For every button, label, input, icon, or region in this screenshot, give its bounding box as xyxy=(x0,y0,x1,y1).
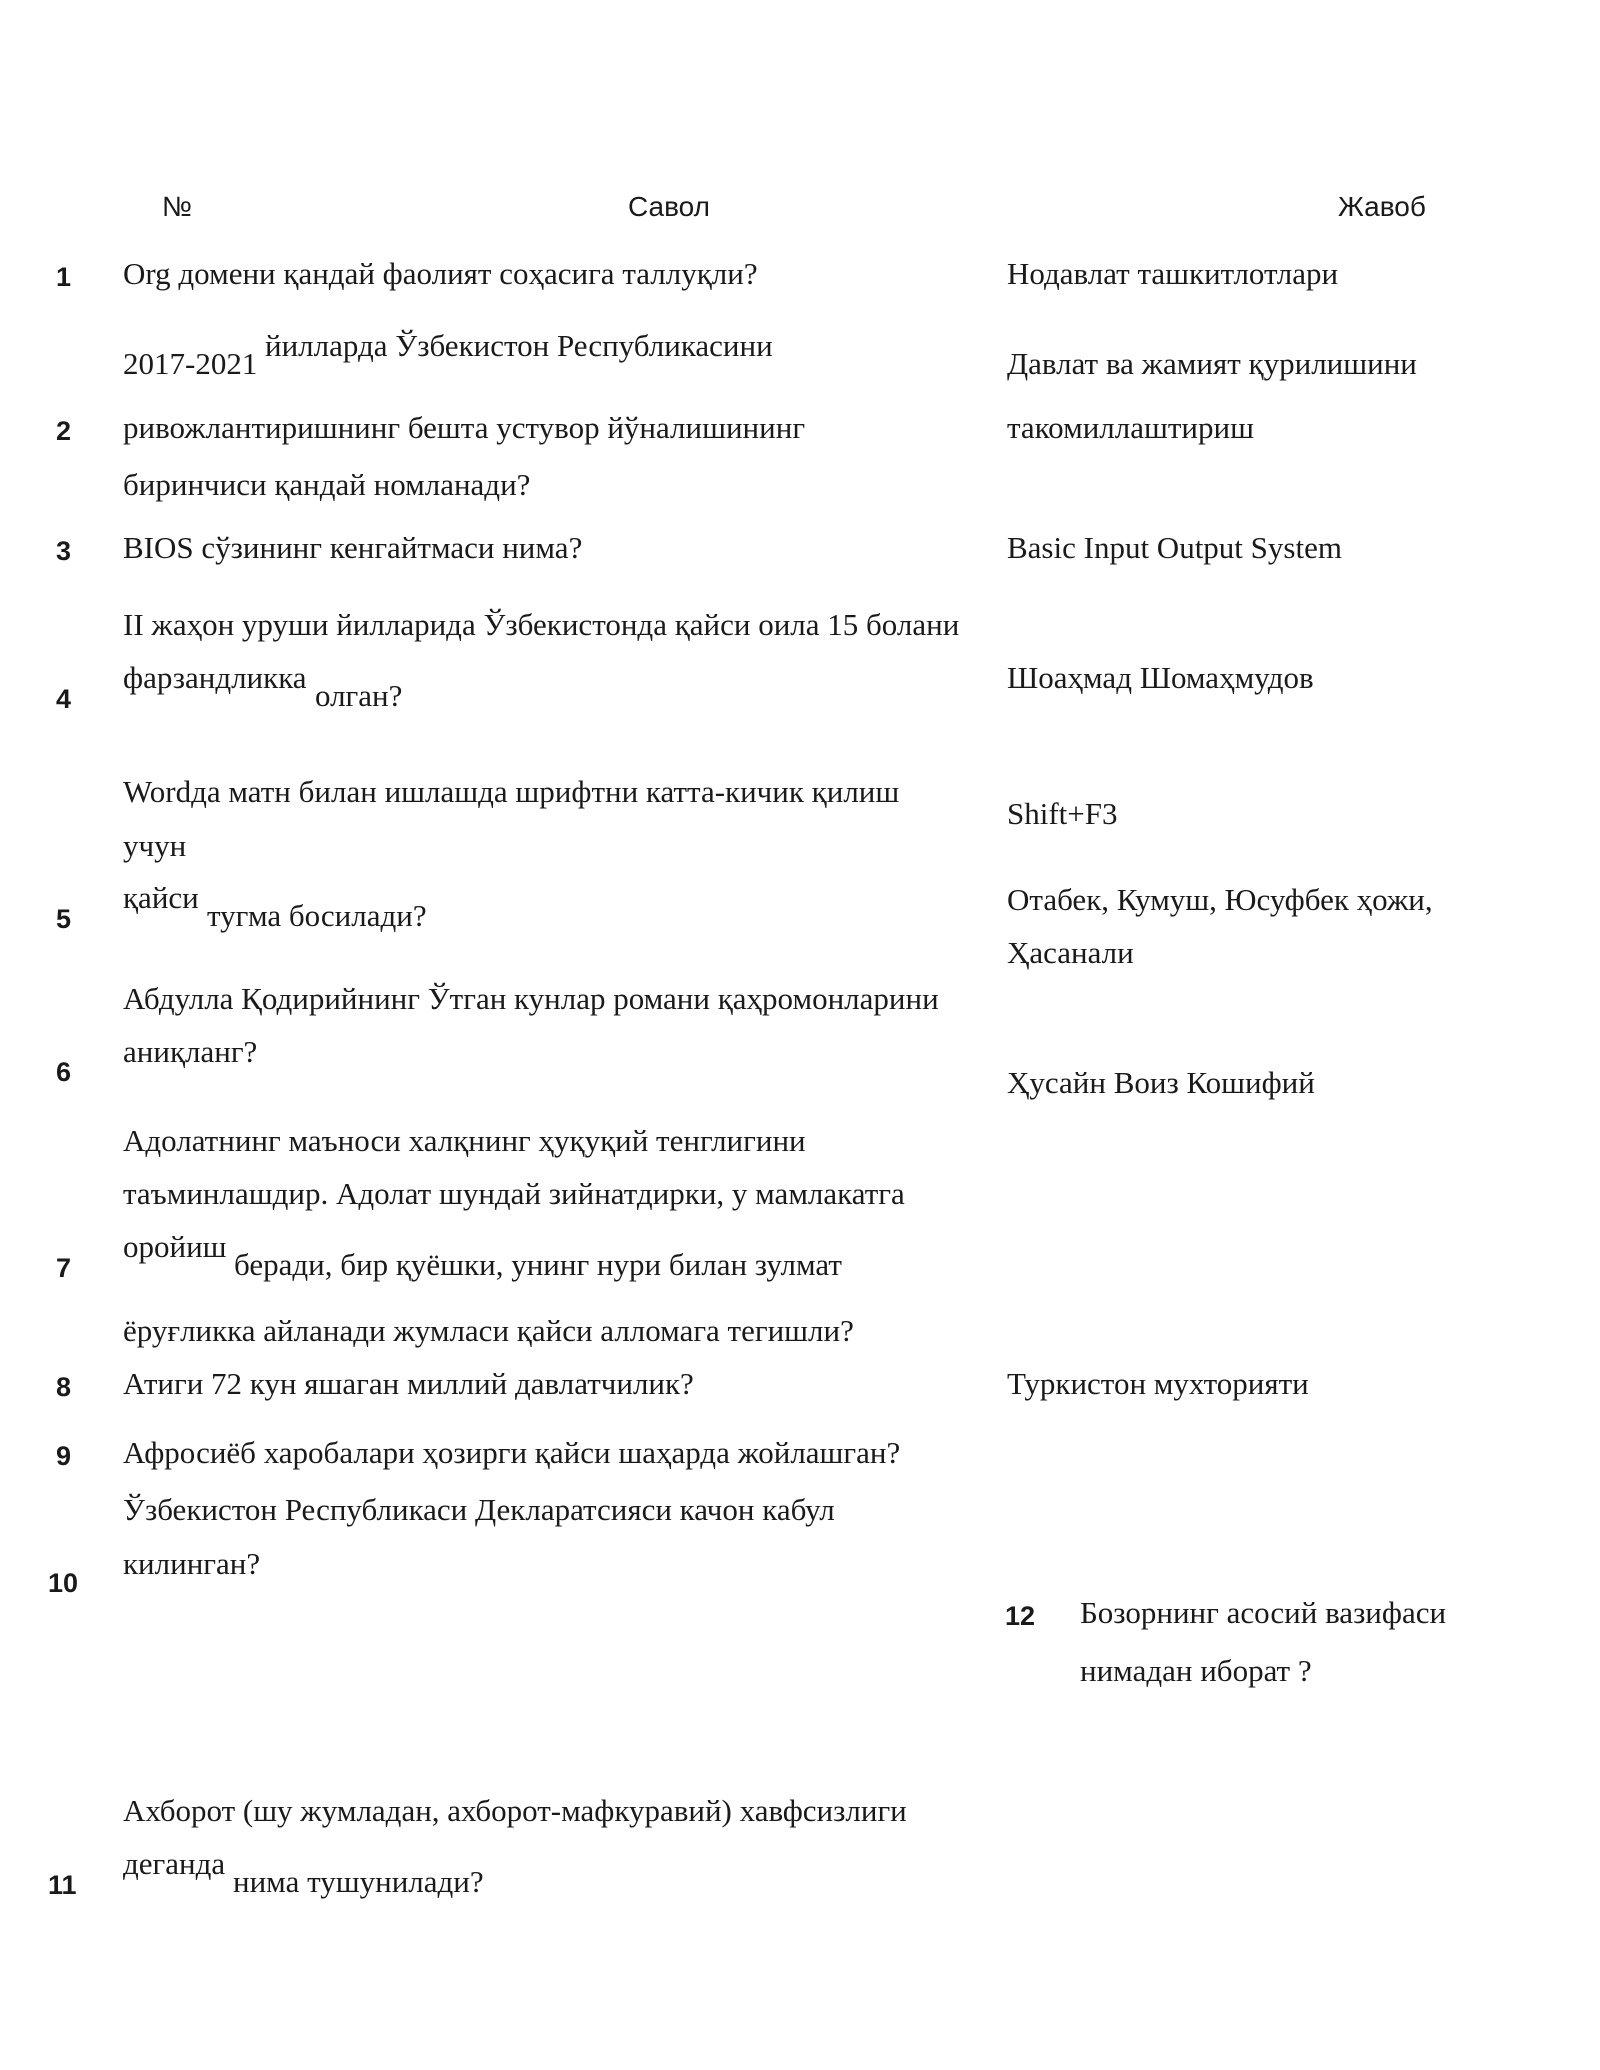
header-question: Савол xyxy=(628,191,710,222)
row-number: 8 xyxy=(56,1372,72,1402)
question-text: нима тушунилади? xyxy=(233,1864,484,1899)
answer-text: Нодавлат ташкитлотлари xyxy=(1007,256,1339,291)
question-text: Org домени қандай фаолият соҳасига таллуқли? xyxy=(123,256,758,291)
row-number: 11 xyxy=(48,1870,77,1900)
question-text: деганда xyxy=(123,1846,226,1881)
answer-text: такомиллаштириш xyxy=(1007,410,1254,445)
question-text: ёруғликка айланади жумласи қайси алломага тегишли? xyxy=(123,1313,854,1348)
row-number: 10 xyxy=(48,1568,79,1598)
question-text: йилларда Ўзбекистон Республикасини xyxy=(265,328,773,363)
question-text: ривожлантиришнинг бешта устувор йўналишининг xyxy=(123,410,806,445)
question-text: олган? xyxy=(315,678,403,713)
answer-text: Туркистон мухторияти xyxy=(1007,1366,1309,1401)
question-text: Ўзбекистон Республикаси Декларатсияси качон кабул xyxy=(123,1492,835,1527)
question-text: беради, бир қуёшки, унинг нури билан зулмат xyxy=(234,1247,842,1282)
question-text: оройиш xyxy=(123,1229,227,1264)
question-text: килинган? xyxy=(123,1546,261,1581)
question-text: қайси xyxy=(123,880,199,915)
answer-text: Шоаҳмад Шомаҳмудов xyxy=(1007,660,1314,695)
row-number: 9 xyxy=(56,1441,72,1471)
question-text: фарзандликка xyxy=(123,660,307,695)
question-text: биринчиси қандай номланади? xyxy=(123,467,531,502)
question-text: Абдулла Қодирийнинг Ўтган кунлар романи қаҳромонларини xyxy=(123,981,939,1016)
question-text: Атиги 72 кун яшаган миллий давлатчилик? xyxy=(123,1366,694,1401)
question-text: BIOS сўзининг кенгайтмаси нима? xyxy=(123,530,583,565)
header-answer: Жавоб xyxy=(1338,191,1426,222)
row-number: 4 xyxy=(56,684,72,714)
row-number: 3 xyxy=(56,536,72,566)
answer-text: Ҳасанали xyxy=(1007,935,1134,970)
row-number: 2 xyxy=(56,416,72,446)
question-text: Афросиёб харобалари ҳозирги қайси шаҳарда жойлашган? xyxy=(123,1435,901,1470)
answer-text: Давлат ва жамият қурилишини xyxy=(1007,346,1417,381)
question-text: Ахборот (шу жумладан, ахборот-мафкуравий) хавфсизлиги xyxy=(123,1793,907,1828)
question-text: 2017-2021 xyxy=(123,346,258,381)
question-text: II жаҳон уруши йилларида Ўзбекистонда қайси оила 15 болани xyxy=(123,607,960,642)
question-text: аниқланг? xyxy=(123,1034,258,1069)
question-text: Wordда матн билан ишлашда шрифтни катта-кичик қилиш xyxy=(123,774,900,809)
question-text: Бозорнинг асосий вазифаси xyxy=(1080,1595,1447,1630)
row-number: 5 xyxy=(56,904,72,934)
row-number: 1 xyxy=(56,262,72,292)
answer-text: Shift+F3 xyxy=(1007,796,1118,831)
question-text: учун xyxy=(123,828,187,863)
answer-text: Ҳусайн Воиз Кошифий xyxy=(1007,1065,1315,1100)
row-number: 12 xyxy=(1005,1601,1036,1631)
answer-text: Отабек, Кумуш, Юсуфбек ҳожи, xyxy=(1007,882,1433,917)
question-text: Адолатнинг маъноси халқнинг ҳуқуқий тенглигини xyxy=(123,1123,806,1158)
question-text: таъминлашдир. Адолат шундай зийнатдирки, у мамлакатга xyxy=(123,1176,905,1211)
row-number: 6 xyxy=(56,1057,72,1087)
question-text: нимадан иборат ? xyxy=(1080,1653,1312,1688)
header-number: № xyxy=(162,191,193,222)
question-text: тугма босилади? xyxy=(207,898,427,933)
answer-text: Basic Input Output System xyxy=(1007,530,1342,565)
row-number: 7 xyxy=(56,1253,72,1283)
